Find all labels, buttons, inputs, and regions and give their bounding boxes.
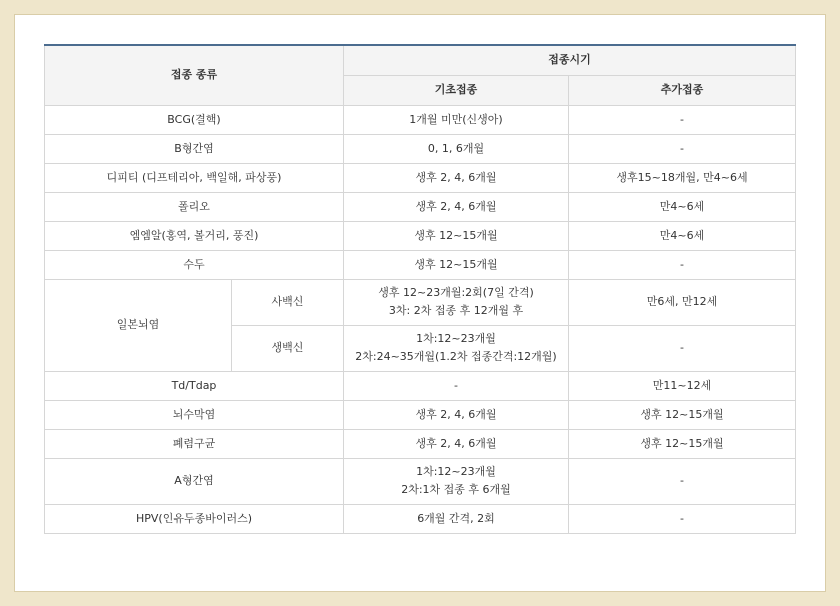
table-row [45, 134, 796, 163]
vaccine-name: HPV(인유두종바이러스) [45, 504, 344, 533]
basic-schedule [344, 279, 569, 325]
basic-schedule: 6개월 간격, 2회 [344, 504, 569, 533]
table-row [45, 371, 796, 400]
header-schedule: 접종시기 [344, 45, 796, 75]
vaccine-subtype: 사백신 [232, 279, 344, 325]
table-row [45, 163, 796, 192]
vaccine-name: 일본뇌염 [45, 279, 232, 371]
basic-schedule: 생후 12~15개월 [344, 250, 569, 279]
basic-schedule-line: 3차: 2차 접종 후 12개월 후 [388, 304, 524, 317]
table-row [45, 279, 796, 325]
basic-schedule [344, 458, 569, 504]
booster-schedule: - [569, 134, 796, 163]
basic-schedule: 1개월 미만(신생아) [344, 105, 569, 134]
table-row [45, 429, 796, 458]
basic-schedule-line: 1차:12~23개월 [416, 465, 496, 478]
booster-schedule: - [569, 458, 796, 504]
booster-schedule: 만4~6세 [569, 221, 796, 250]
header-vaccine-type: 접종 종류 [45, 45, 344, 105]
basic-schedule: 생후 2, 4, 6개월 [344, 429, 569, 458]
basic-schedule: 생후 2, 4, 6개월 [344, 400, 569, 429]
table-row [45, 458, 796, 504]
basic-schedule: 생후 12~15개월 [344, 221, 569, 250]
table-row [45, 504, 796, 533]
basic-schedule: - [344, 371, 569, 400]
vaccine-name: 수두 [45, 250, 344, 279]
booster-schedule: - [569, 504, 796, 533]
booster-schedule: 생후 12~15개월 [569, 400, 796, 429]
vaccine-name: 뇌수막염 [45, 400, 344, 429]
table-row [45, 105, 796, 134]
booster-schedule: - [569, 250, 796, 279]
booster-schedule: 만4~6세 [569, 192, 796, 221]
vaccine-subtype: 생백신 [232, 325, 344, 371]
booster-schedule: 만6세, 만12세 [569, 279, 796, 325]
vaccine-name: 폴리오 [45, 192, 344, 221]
booster-schedule: - [569, 105, 796, 134]
basic-schedule-line: 2차:1차 접종 후 6개월 [401, 483, 511, 496]
booster-schedule: 생후15~18개월, 만4~6세 [569, 163, 796, 192]
table-row [45, 400, 796, 429]
basic-schedule: 생후 2, 4, 6개월 [344, 192, 569, 221]
header-booster: 추가접종 [569, 75, 796, 105]
header-basic: 기초접종 [344, 75, 569, 105]
vaccine-name: BCG(결핵) [45, 105, 344, 134]
vaccine-name: B형간염 [45, 134, 344, 163]
vaccination-schedule-table [44, 44, 796, 534]
basic-schedule-line: 1차:12~23개월 [416, 332, 496, 345]
vaccine-name: 디피티 (디프테리아, 백일해, 파상풍) [45, 163, 344, 192]
table-row [45, 221, 796, 250]
basic-schedule-line: 2차:24~35개월(1.2차 접종간격:12개월) [355, 350, 557, 363]
vaccine-name: Td/Tdap [45, 371, 344, 400]
table-row [45, 250, 796, 279]
basic-schedule-line: 생후 12~23개월:2회(7일 간격) [378, 286, 534, 299]
vaccine-name: 엠엠알(홍역, 볼거리, 풍진) [45, 221, 344, 250]
table-row [45, 192, 796, 221]
basic-schedule: 생후 2, 4, 6개월 [344, 163, 569, 192]
basic-schedule: 0, 1, 6개월 [344, 134, 569, 163]
booster-schedule: - [569, 325, 796, 371]
booster-schedule: 생후 12~15개월 [569, 429, 796, 458]
vaccine-name: A형간염 [45, 458, 344, 504]
booster-schedule: 만11~12세 [569, 371, 796, 400]
basic-schedule [344, 325, 569, 371]
vaccine-name: 폐렴구균 [45, 429, 344, 458]
